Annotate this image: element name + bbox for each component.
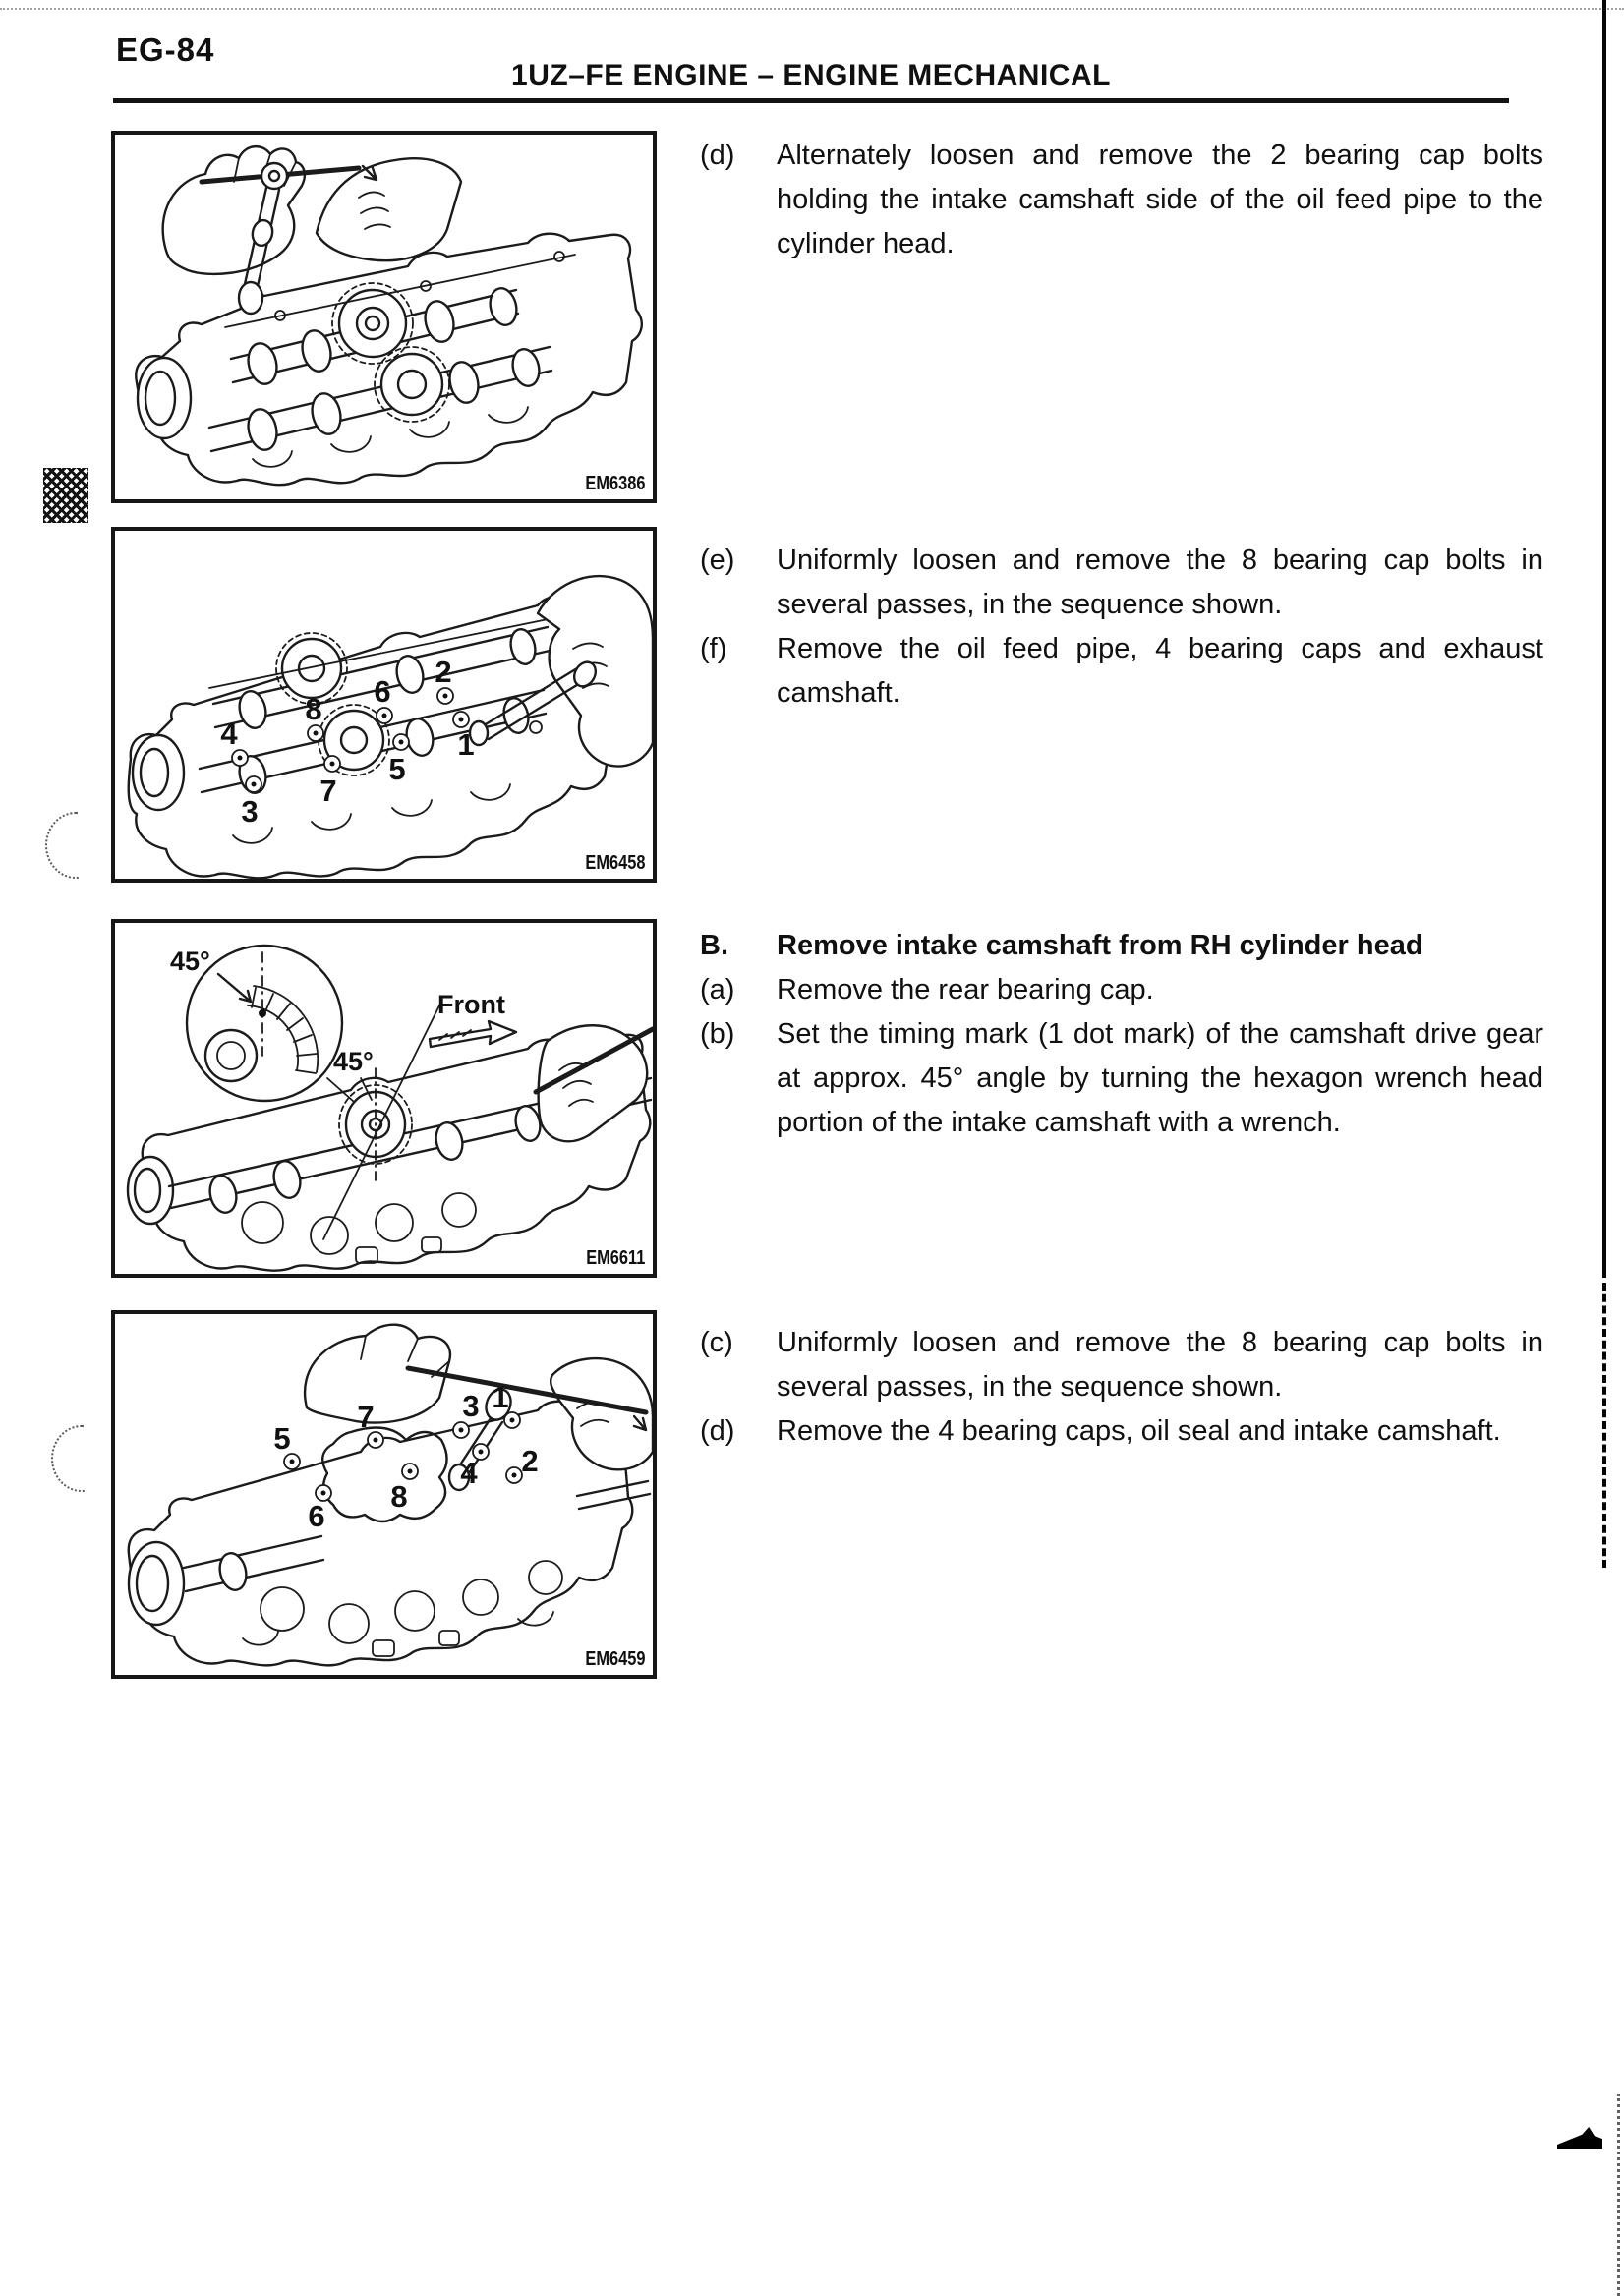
sequence-number: 7 [319, 774, 337, 808]
figure-em6386-illustration [115, 135, 653, 499]
camshaft-drive-gear [332, 283, 413, 364]
section-b [700, 924, 1543, 1145]
scan-artifact-right-edge-dashed [1602, 1283, 1606, 1568]
front-direction [430, 990, 516, 1047]
figure-em6458 [111, 527, 657, 883]
step-text: Alternately loosen and remove the 2 bearing cap bolts holding the intake camshaft side of the oil feed pipe to the cylinder head. [777, 140, 1543, 259]
scan-artifact-right-dots [1617, 2094, 1620, 2296]
figure-code: EM6458 [584, 852, 645, 874]
front-arrow [430, 1021, 516, 1047]
cylinder-head-drawing [129, 597, 623, 879]
scan-artifact-smudge [1557, 2127, 1602, 2149]
sequence-number: 6 [374, 674, 391, 709]
section-title: Remove intake camshaft from RH cylinder head [777, 930, 1423, 961]
sequence-number: 4 [220, 717, 238, 751]
step-text: Remove the oil feed pipe, 4 bearing caps and exhaust camshaft. [777, 633, 1543, 709]
step-label: (d) [700, 140, 735, 171]
header-rule [113, 98, 1509, 103]
section-heading [700, 924, 1543, 968]
sequence-number: 3 [462, 1389, 480, 1423]
step-text: Uniformly loosen and remove the 8 bearing cap bolts in several passes, in the sequence shown. [777, 1327, 1543, 1403]
step-label: (e) [700, 545, 735, 576]
figure-code: EM6386 [584, 473, 645, 494]
figure-em6458-illustration [115, 531, 653, 879]
sequence-number: 2 [435, 655, 452, 689]
scan-artifact-right-edge [1602, 0, 1606, 1278]
step-label: (f) [700, 633, 727, 664]
step-label: (c) [700, 1327, 733, 1358]
timing-dot-mark [259, 1009, 266, 1017]
sequence-number: 1 [457, 727, 475, 762]
hand-with-wrench [536, 1025, 653, 1141]
sequence-number: 6 [308, 1499, 325, 1533]
step-item [700, 968, 1543, 1012]
step-text: Uniformly loosen and remove the 8 bearing cap bolts in several passes, in the sequence shown. [777, 545, 1543, 620]
step-text: Remove the rear bearing cap. [777, 974, 1154, 1005]
camshaft-driven-gear [375, 347, 449, 422]
sequence-number: 3 [241, 794, 259, 829]
step-item [700, 1321, 1543, 1409]
sequence-number: 7 [357, 1400, 375, 1434]
section-label: B. [700, 930, 728, 961]
binder-registration-mark [43, 468, 88, 523]
step-block-c-d [700, 1321, 1543, 1454]
figure-em6459-illustration [115, 1314, 653, 1675]
step-item [700, 1409, 1543, 1454]
figure-em6611 [111, 919, 657, 1278]
step-text: Set the timing mark (1 dot mark) of the camshaft drive gear at approx. 45° angle by turning the hexagon wrench head portion of the intake camshaft with a wrench. [777, 1018, 1543, 1138]
step-block-d [700, 134, 1543, 266]
figure-em6611-illustration [115, 923, 653, 1274]
scan-artifact-arc [51, 1425, 85, 1492]
sequence-number: 5 [273, 1421, 291, 1456]
step-item [700, 134, 1543, 266]
step-label: (b) [700, 1018, 735, 1050]
step-label: (a) [700, 974, 735, 1005]
cylinder-head-drawing [129, 1402, 650, 1666]
scan-artifact-arc [45, 812, 79, 879]
wrench-socket [239, 282, 262, 314]
front-label: Front [437, 990, 505, 1019]
step-item [700, 539, 1543, 627]
page-title: 1UZ–FE ENGINE – ENGINE MECHANICAL [511, 59, 1111, 91]
sequence-number: 8 [305, 692, 322, 726]
figure-code: EM6611 [585, 1247, 645, 1269]
angle-label: 45° [333, 1047, 374, 1076]
sequence-number: 2 [521, 1444, 539, 1478]
front-bearing-cover [322, 1428, 446, 1522]
figure-em6459 [111, 1310, 657, 1679]
sequence-number: 5 [388, 752, 406, 786]
hand-with-wrench [470, 576, 653, 766]
scan-artifact-top-dots [0, 8, 1624, 10]
figure-em6386 [111, 131, 657, 503]
figure-code: EM6459 [584, 1648, 645, 1670]
page-number: EG-84 [116, 31, 215, 68]
sequence-number: 8 [390, 1479, 408, 1514]
stud-bolt [577, 1481, 650, 1509]
sequence-number: 1 [492, 1380, 509, 1414]
angle-label: 45° [170, 947, 210, 976]
hands-with-t-wrench [163, 146, 461, 314]
step-item [700, 627, 1543, 716]
sequence-number: 4 [460, 1456, 478, 1490]
timing-gear-inset [187, 946, 363, 1110]
step-label: (d) [700, 1415, 735, 1447]
step-item [700, 1012, 1543, 1145]
step-block-e-f [700, 539, 1543, 716]
step-text: Remove the 4 bearing caps, oil seal and intake camshaft. [777, 1415, 1501, 1447]
